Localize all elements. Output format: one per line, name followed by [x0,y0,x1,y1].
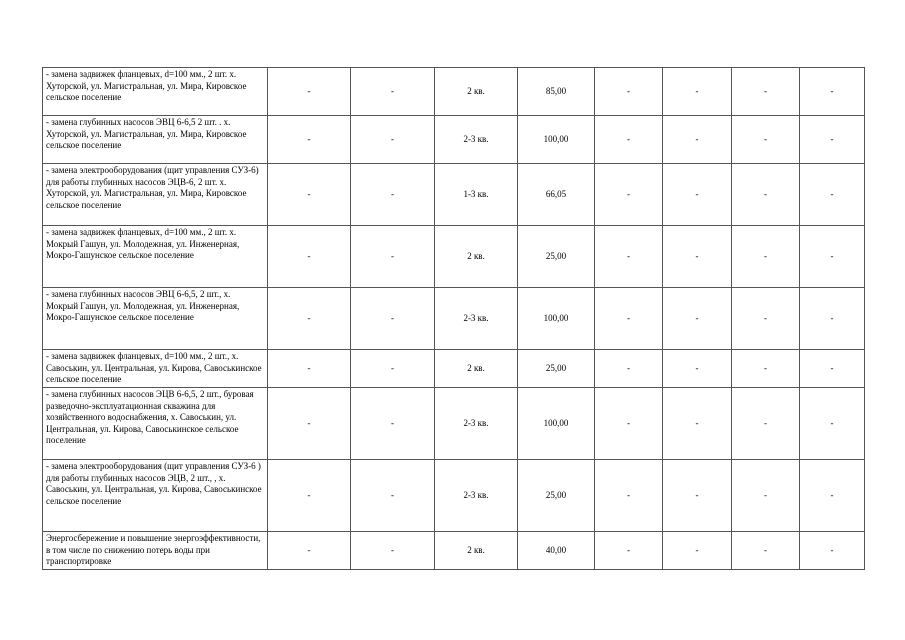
cell-col-2: - [351,164,435,226]
cell-amount: 40,00 [518,532,595,570]
table-row [43,350,865,388]
cell-col-8: - [800,350,865,388]
measure-description: - замена задвижек фланцевых, d=100 мм., 2 шт., х. Савоськин, ул. Центральная, ул. Кирова, Савоськинское сельское поселение [43,350,268,388]
table-row [43,68,865,116]
cell-col-1: - [268,164,351,226]
cell-amount: 100,00 [518,388,595,460]
cell-col-6: - [663,116,732,164]
measure-description: - замена электрооборудования (щит управления СУЗ-6) для работы глубинных насосов ЭЦВ-6, 2 шт. х. Хуторской, ул. Магистральная, ул. Мира, Кировское сельское поселение [43,164,268,226]
cell-col-7: - [732,116,800,164]
cell-period: 2-3 кв. [435,116,518,164]
cell-col-8: - [800,288,865,350]
cell-period: 2 кв. [435,350,518,388]
cell-col-7: - [732,460,800,532]
cell-col-5: - [595,116,663,164]
cell-col-5: - [595,288,663,350]
cell-col-6: - [663,532,732,570]
cell-period: 2 кв. [435,532,518,570]
cell-col-2: - [351,460,435,532]
cell-col-5: - [595,68,663,116]
cell-period: 1-3 кв. [435,164,518,226]
cell-amount: 100,00 [518,288,595,350]
cell-col-6: - [663,350,732,388]
table-row [43,116,865,164]
cell-col-7: - [732,388,800,460]
cell-col-1: - [268,388,351,460]
cell-col-8: - [800,532,865,570]
cell-col-7: - [732,532,800,570]
table-row [43,288,865,350]
cell-amount: 66,05 [518,164,595,226]
cell-col-6: - [663,68,732,116]
cell-amount: 100,00 [518,116,595,164]
table-body [43,68,865,570]
measure-description: - замена задвижек фланцевых, d=100 мм., 2 шт. х. Мокрый Гашун, ул. Молодежная, ул. Инженерная, Мокро-Гашунское сельское поселение [43,226,268,288]
table-row [43,460,865,532]
cell-col-1: - [268,116,351,164]
cell-col-5: - [595,532,663,570]
cell-col-8: - [800,226,865,288]
measure-description: - замена электрооборудования (щит управления СУЗ-6 ) для работы глубинных насосов ЭЦВ, 2 шт., , х. Савоськин, ул. Центральная, ул. Кирова, Савоськинское сельское поселение [43,460,268,532]
cell-col-5: - [595,226,663,288]
cell-col-2: - [351,116,435,164]
cell-col-2: - [351,68,435,116]
cell-col-2: - [351,388,435,460]
cell-col-7: - [732,68,800,116]
cell-col-2: - [351,226,435,288]
cell-col-1: - [268,288,351,350]
cell-col-8: - [800,164,865,226]
cell-col-6: - [663,226,732,288]
cell-period: 2 кв. [435,226,518,288]
cell-period: 2-3 кв. [435,388,518,460]
cell-amount: 25,00 [518,350,595,388]
cell-period: 2-3 кв. [435,288,518,350]
cell-col-1: - [268,226,351,288]
cell-col-5: - [595,164,663,226]
cell-amount: 85,00 [518,68,595,116]
cell-amount: 25,00 [518,226,595,288]
cell-col-7: - [732,288,800,350]
cell-period: 2-3 кв. [435,460,518,532]
cell-col-1: - [268,460,351,532]
measure-description: - замена задвижек фланцевых, d=100 мм., 2 шт. х. Хуторской, ул. Магистральная, ул. Мира, Кировское сельское поселение [43,68,268,116]
cell-col-8: - [800,116,865,164]
cell-col-8: - [800,68,865,116]
cell-period: 2 кв. [435,68,518,116]
cell-col-1: - [268,350,351,388]
cell-col-6: - [663,388,732,460]
measure-description: - замена глубинных насосов ЭВЦ 6-6,5, 2 шт., х. Мокрый Гашун, ул. Молодежная, ул. Инженерная, Мокро-Гашунское сельское поселение [43,288,268,350]
measure-description: - замена глубинных насосов ЭВЦ 6-6,5 2 шт. . х. Хуторской, ул. Магистральная, ул. Мира, Кировское сельское поселение [43,116,268,164]
cell-col-8: - [800,460,865,532]
cell-col-7: - [732,350,800,388]
cell-col-2: - [351,288,435,350]
cell-col-5: - [595,388,663,460]
cell-col-1: - [268,68,351,116]
measure-description: - замена глубинных насосов ЭЦВ 6-6,5, 2 шт., буровая разведочно-эксплуатационная скважина для хозяйственного водоснабжения, х. Савоськин, ул. Центральная, ул. Кирова, Савоськинское сельское поселение [43,388,268,460]
cell-col-5: - [595,350,663,388]
table-row [43,164,865,226]
table-row [43,388,865,460]
cell-col-2: - [351,350,435,388]
measure-description: Энергосбережение и повышение энергоэффективности, в том числе по снижению потерь воды при транспортировке [43,532,268,570]
cell-col-6: - [663,460,732,532]
cell-col-2: - [351,532,435,570]
cell-col-6: - [663,164,732,226]
cell-amount: 25,00 [518,460,595,532]
cell-col-7: - [732,164,800,226]
cell-col-5: - [595,460,663,532]
table-row [43,532,865,570]
measures-table [42,67,865,570]
table-row [43,226,865,288]
cell-col-7: - [732,226,800,288]
cell-col-1: - [268,532,351,570]
cell-col-8: - [800,388,865,460]
cell-col-6: - [663,288,732,350]
